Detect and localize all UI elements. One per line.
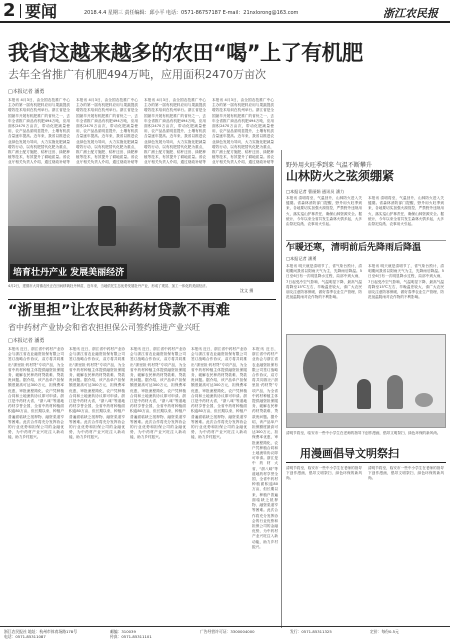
second-body-col3: 本报讯 近日，浙江省中药材产业协会与浙江省农业融资担保有限公司签订战略合作协议，双方将共同推出“浙里担·药材贷”专项产品，为全省中药材种植主体提供融资担保服务，破解农民种药材贷款难、贷款贵问题。据介绍，该产品单户担保额度最高可达300万元，担保费率优惠，审批流程简化，农户凭种植合同和土地流转协议即可申请。浙江是中药材大省，“浙八味”等道地药材享誉全国，全省中药材种植面积逾80万亩，但长期以来，种植户普遍面临缺乏抵押物、融资渠道窄等困难。此次合作将充分发挥协会的行业优势和担保公司的金融优势，为中药材产业兴旺注入新动能，助力乡村振兴。 [130,347,186,440]
figure-shape [387,375,403,409]
second-byline: □本报记者 潘勇 [8,338,45,344]
page-number: 2 [3,0,16,21]
photo-caption: 4月2日，建德市大同镇农民正在田间移栽牡丹种苗，近年来，当地依托生态优势发展牡丹产业，形成了观赏、加工一体化的美丽经济。 [8,284,209,288]
second-subheadline: 省中药材产业协会和省农担担保公司签约推进产业兴旺 [8,323,200,332]
side-headline-2: 乍暖还寒，清明前后先降雨后降温 [286,243,422,253]
brand-logo: 浙江农民报 [383,7,438,20]
lead-body-col3: 本报讯 4月3日，由全国农技推广中心主办的第一届有机肥料应用与果蔬提质增效技术培训在杭州举行。浙江省是全国最早开展有机肥推广的省份之一，去年全省推广商品有机肥494万吨，应用面积2470万亩次，带动化肥减量使用，农产品品质明显提升，土壤有机质含量逐年提高。近年来，我省以推进农业绿色发展为导向，大力实施化肥减量增效行动，以有机肥替代化肥为重点，推广测土配方施肥、秸秆还田、绿肥种植等技术，有效提升了耕地质量。省农业厅相关负责人介绍，通过财政补贴等 [144,98,206,165]
farmer-figure [208,204,226,248]
lead-separator [8,299,276,300]
column-title: 用漫画倡导文明祭扫 [300,447,399,460]
footer-cell: 电话：0571-85311087 [4,634,46,639]
field-photo [8,166,274,282]
side-separator [286,240,446,241]
footer-cell: 浙江农民报社 地址：杭州市体育场路178号 [4,629,77,634]
photo-credit: 沈文 摄 [240,288,254,293]
side-body-col2: 本报讯 清明将至，气温回升，山林防火进入关键期。省森林消防部门提醒，野外用火旺季到来，各地要切实加强火源管控，严禁野外违规用火，落实巡山护林责任，确保山林资源安全。据统计，今年以来全省共发生森林火情多起，大多由祭祀烧纸、农事用火引起。 [368,196,444,227]
lead-body-col2: 本报讯 4月3日，由全国农技推广中心主办的第一届有机肥料应用与果蔬提质增效技术培训在杭州举行。浙江省是全国最早开展有机肥推广的省份之一，去年全省推广商品有机肥494万吨，应用面积2470万亩次，带动化肥减量使用，农产品品质明显提升，土壤有机质含量逐年提高。近年来，我省以推进农业绿色发展为导向，大力实施化肥减量增效行动，以有机肥替代化肥为重点，推广测土配方施肥、秸秆还田、绿肥种植等技术，有效提升了耕地质量。省农业厅相关负责人介绍，通过财政补贴等 [76,98,138,165]
column-body-col2: 清明节将至，临安市一些中小学生在老师的指导下创作漫画，倡导文明祭扫、绿色环保的新风尚。 [368,466,444,481]
second-body-col5: 本报讯 近日，浙江省中药材产业协会与浙江省农业融资担保有限公司签订战略合作协议，双方将共同推出“浙里担·药材贷”专项产品，为全省中药材种植主体提供融资担保服务，破解农民种药材贷款难、贷款贵问题。据介绍，该产品单户担保额度最高可达300万元，担保费率优惠，审批流程简化，农户凭种植合同和土地流转协议即可申请。浙江是中药材大省，“浙八味”等道地药材享誉全国，全省中药材种植面积逾80万亩，但长期以来，种植户普遍面临缺乏抵押物、融资渠道窄等困难。此次合作将充分发挥协会的行业优势和担保公司的金融优势，为中药材产业兴旺注入新动能，助力乡村振兴。 [252,347,278,549]
side-body-col1: 本报讯 清明将至，气温回升，山林防火进入关键期。省森林消防部门提醒，野外用火旺季到来，各地要切实加强火源管控，严禁野外违规用火，落实巡山护林责任，确保山林资源安全。据统计，今年以来全省共发生森林火情多起，大多由祭祀烧纸、农事用火引起。 [286,196,362,227]
footer-cell: 广告经营许可证：3300004000 [200,629,255,634]
cartoon-ground [287,413,445,427]
cartoon-image [286,334,446,428]
flower-shape [415,393,433,407]
footer-cell: 邮编：310039 [110,629,136,634]
farmer-figure [98,206,116,246]
second-headline: “浙里担”让农民种药材贷款不再难 [8,303,231,319]
masthead-meta: 2018.4.4 星期三 责任编辑：邱小平 电话：0571-86757187 E-mail：21nxlorong@163.com [84,10,299,16]
section-name: 要闻 [25,2,58,21]
column-title-rule [286,462,446,463]
footer-cell: 传真：0571-85311101 [110,634,152,639]
side-byline-2: □本报记者 潘勇 [286,256,317,261]
side2-body-col2: 本报讯 明天就是清明节了，省气象台预计，清明期间我省以阴雨天气为主，先降雨后降温。5日至6日有一次明显降水过程，局部中到大雨，7日起受冷空气影响，气温明显下降，最高气温将降至15℃左右，早晚温差较大，请广大农民朋友注意防寒保暖，做好春季农业生产管理，防范低温阴雨对农作物的不利影响。 [368,264,444,300]
column-divider [281,150,282,628]
second-body-col4: 本报讯 近日，浙江省中药材产业协会与浙江省农业融资担保有限公司签订战略合作协议，双方将共同推出“浙里担·药材贷”专项产品，为全省中药材种植主体提供融资担保服务，破解农民种药材贷款难、贷款贵问题。据介绍，该产品单户担保额度最高可达300万元，担保费率优惠，审批流程简化，农户凭种植合同和土地流转协议即可申请。浙江是中药材大省，“浙八味”等道地药材享誉全国，全省中药材种植面积逾80万亩，但长期以来，种植户普遍面临缺乏抵押物、融资渠道窄等困难。此次合作将充分发挥协会的行业优势和担保公司的金融优势，为中药材产业兴旺注入新动能，助力乡村振兴。 [191,347,247,440]
figure-shape [357,379,371,409]
side-byline: □本报记者 曹丽娟 通讯员 潘力 [286,189,345,194]
farmer-figure [158,196,180,248]
page-divider [20,4,21,18]
lead-body-col4: 本报讯 4月3日，由全国农技推广中心主办的第一届有机肥料应用与果蔬提质增效技术培训在杭州举行。浙江省是全国最早开展有机肥推广的省份之一，去年全省推广商品有机肥494万吨，应用面积2470万亩次，带动化肥减量使用，农产品品质明显提升，土壤有机质含量逐年提高。近年来，我省以推进农业绿色发展为导向，大力实施化肥减量增效行动，以有机肥替代化肥为重点，推广测土配方施肥、秸秆还田、绿肥种植等技术，有效提升了耕地质量。省农业厅相关负责人介绍，通过财政补贴等 [212,98,274,165]
masthead [0,0,450,22]
side-kicker: 野外用火旺季到来 气温不断攀升 [286,162,372,169]
tree-trunk [318,385,323,413]
column-body-col1: 清明节将至，临安市一些中小学生在老师的指导下创作漫画，倡导文明祭扫、绿色环保的新风尚。 [286,466,362,481]
cartoon-caption: 清明节将至，临安市一些中小学生在老师的指导下创作漫画，倡导文明祭扫、绿色环保的新风尚。 [286,431,441,435]
lead-headline: 我省这越来越多的农田“喝”上了有机肥 [8,41,363,65]
photo-caption-title: 培育壮丹产业 发展美丽经济 [10,264,127,279]
second-body-col2: 本报讯 近日，浙江省中药材产业协会与浙江省农业融资担保有限公司签订战略合作协议，双方将共同推出“浙里担·药材贷”专项产品，为全省中药材种植主体提供融资担保服务，破解农民种药材贷款难、贷款贵问题。据介绍，该产品单户担保额度最高可达300万元，担保费率优惠，审批流程简化，农户凭种植合同和土地流转协议即可申请。浙江是中药材大省，“浙八味”等道地药材享誉全国，全省中药材种植面积逾80万亩，但长期以来，种植户普遍面临缺乏抵押物、融资渠道窄等困难。此次合作将充分发挥协会的行业优势和担保公司的金融优势，为中药材产业兴旺注入新动能，助力乡村振兴。 [69,347,125,440]
lead-byline: □本报记者 潘勇 [8,89,45,95]
lead-subheadline: 去年全省推广有机肥494万吨，应用面积2470万亩次 [8,68,266,81]
footer-bar [0,626,450,640]
footer-cell: 定价：每份0.5元 [370,629,399,634]
side-headline: 山林防火之弦须绷紧 [286,169,395,183]
masthead-rule [0,21,450,23]
second-body-col1: 本报讯 近日，浙江省中药材产业协会与浙江省农业融资担保有限公司签订战略合作协议，双方将共同推出“浙里担·药材贷”专项产品，为全省中药材种植主体提供融资担保服务，破解农民种药材贷款难、贷款贵问题。据介绍，该产品单户担保额度最高可达300万元，担保费率优惠，审批流程简化，农户凭种植合同和土地流转协议即可申请。浙江是中药材大省，“浙八味”等道地药材享誉全国，全省中药材种植面积逾80万亩，但长期以来，种植户普遍面临缺乏抵押物、融资渠道窄等困难。此次合作将充分发挥协会的行业优势和担保公司的金融优势，为中药材产业兴旺注入新动能，助力乡村振兴。 [8,347,64,440]
lead-body-col1: 本报讯 4月3日，由全国农技推广中心主办的第一届有机肥料应用与果蔬提质增效技术培训在杭州举行。浙江省是全国最早开展有机肥推广的省份之一，去年全省推广商品有机肥494万吨，应用面积2470万亩次，带动化肥减量使用，农产品品质明显提升，土壤有机质含量逐年提高。近年来，我省以推进农业绿色发展为导向，大力实施化肥减量增效行动，以有机肥替代化肥为重点，推广测土配方施肥、秸秆还田、绿肥种植等技术，有效提升了耕地质量。省农业厅相关负责人介绍，通过财政补贴等 [8,98,70,165]
side2-body-col1: 本报讯 明天就是清明节了，省气象台预计，清明期间我省以阴雨天气为主，先降雨后降温。5日至6日有一次明显降水过程，局部中到大雨，7日起受冷空气影响，气温明显下降，最高气温将降至15℃左右，早晚温差较大，请广大农民朋友注意防寒保暖，做好春季农业生产管理，防范低温阴雨对农作物的不利影响。 [286,264,362,300]
footer-cell: 发行：0571-85311325 [290,629,332,634]
